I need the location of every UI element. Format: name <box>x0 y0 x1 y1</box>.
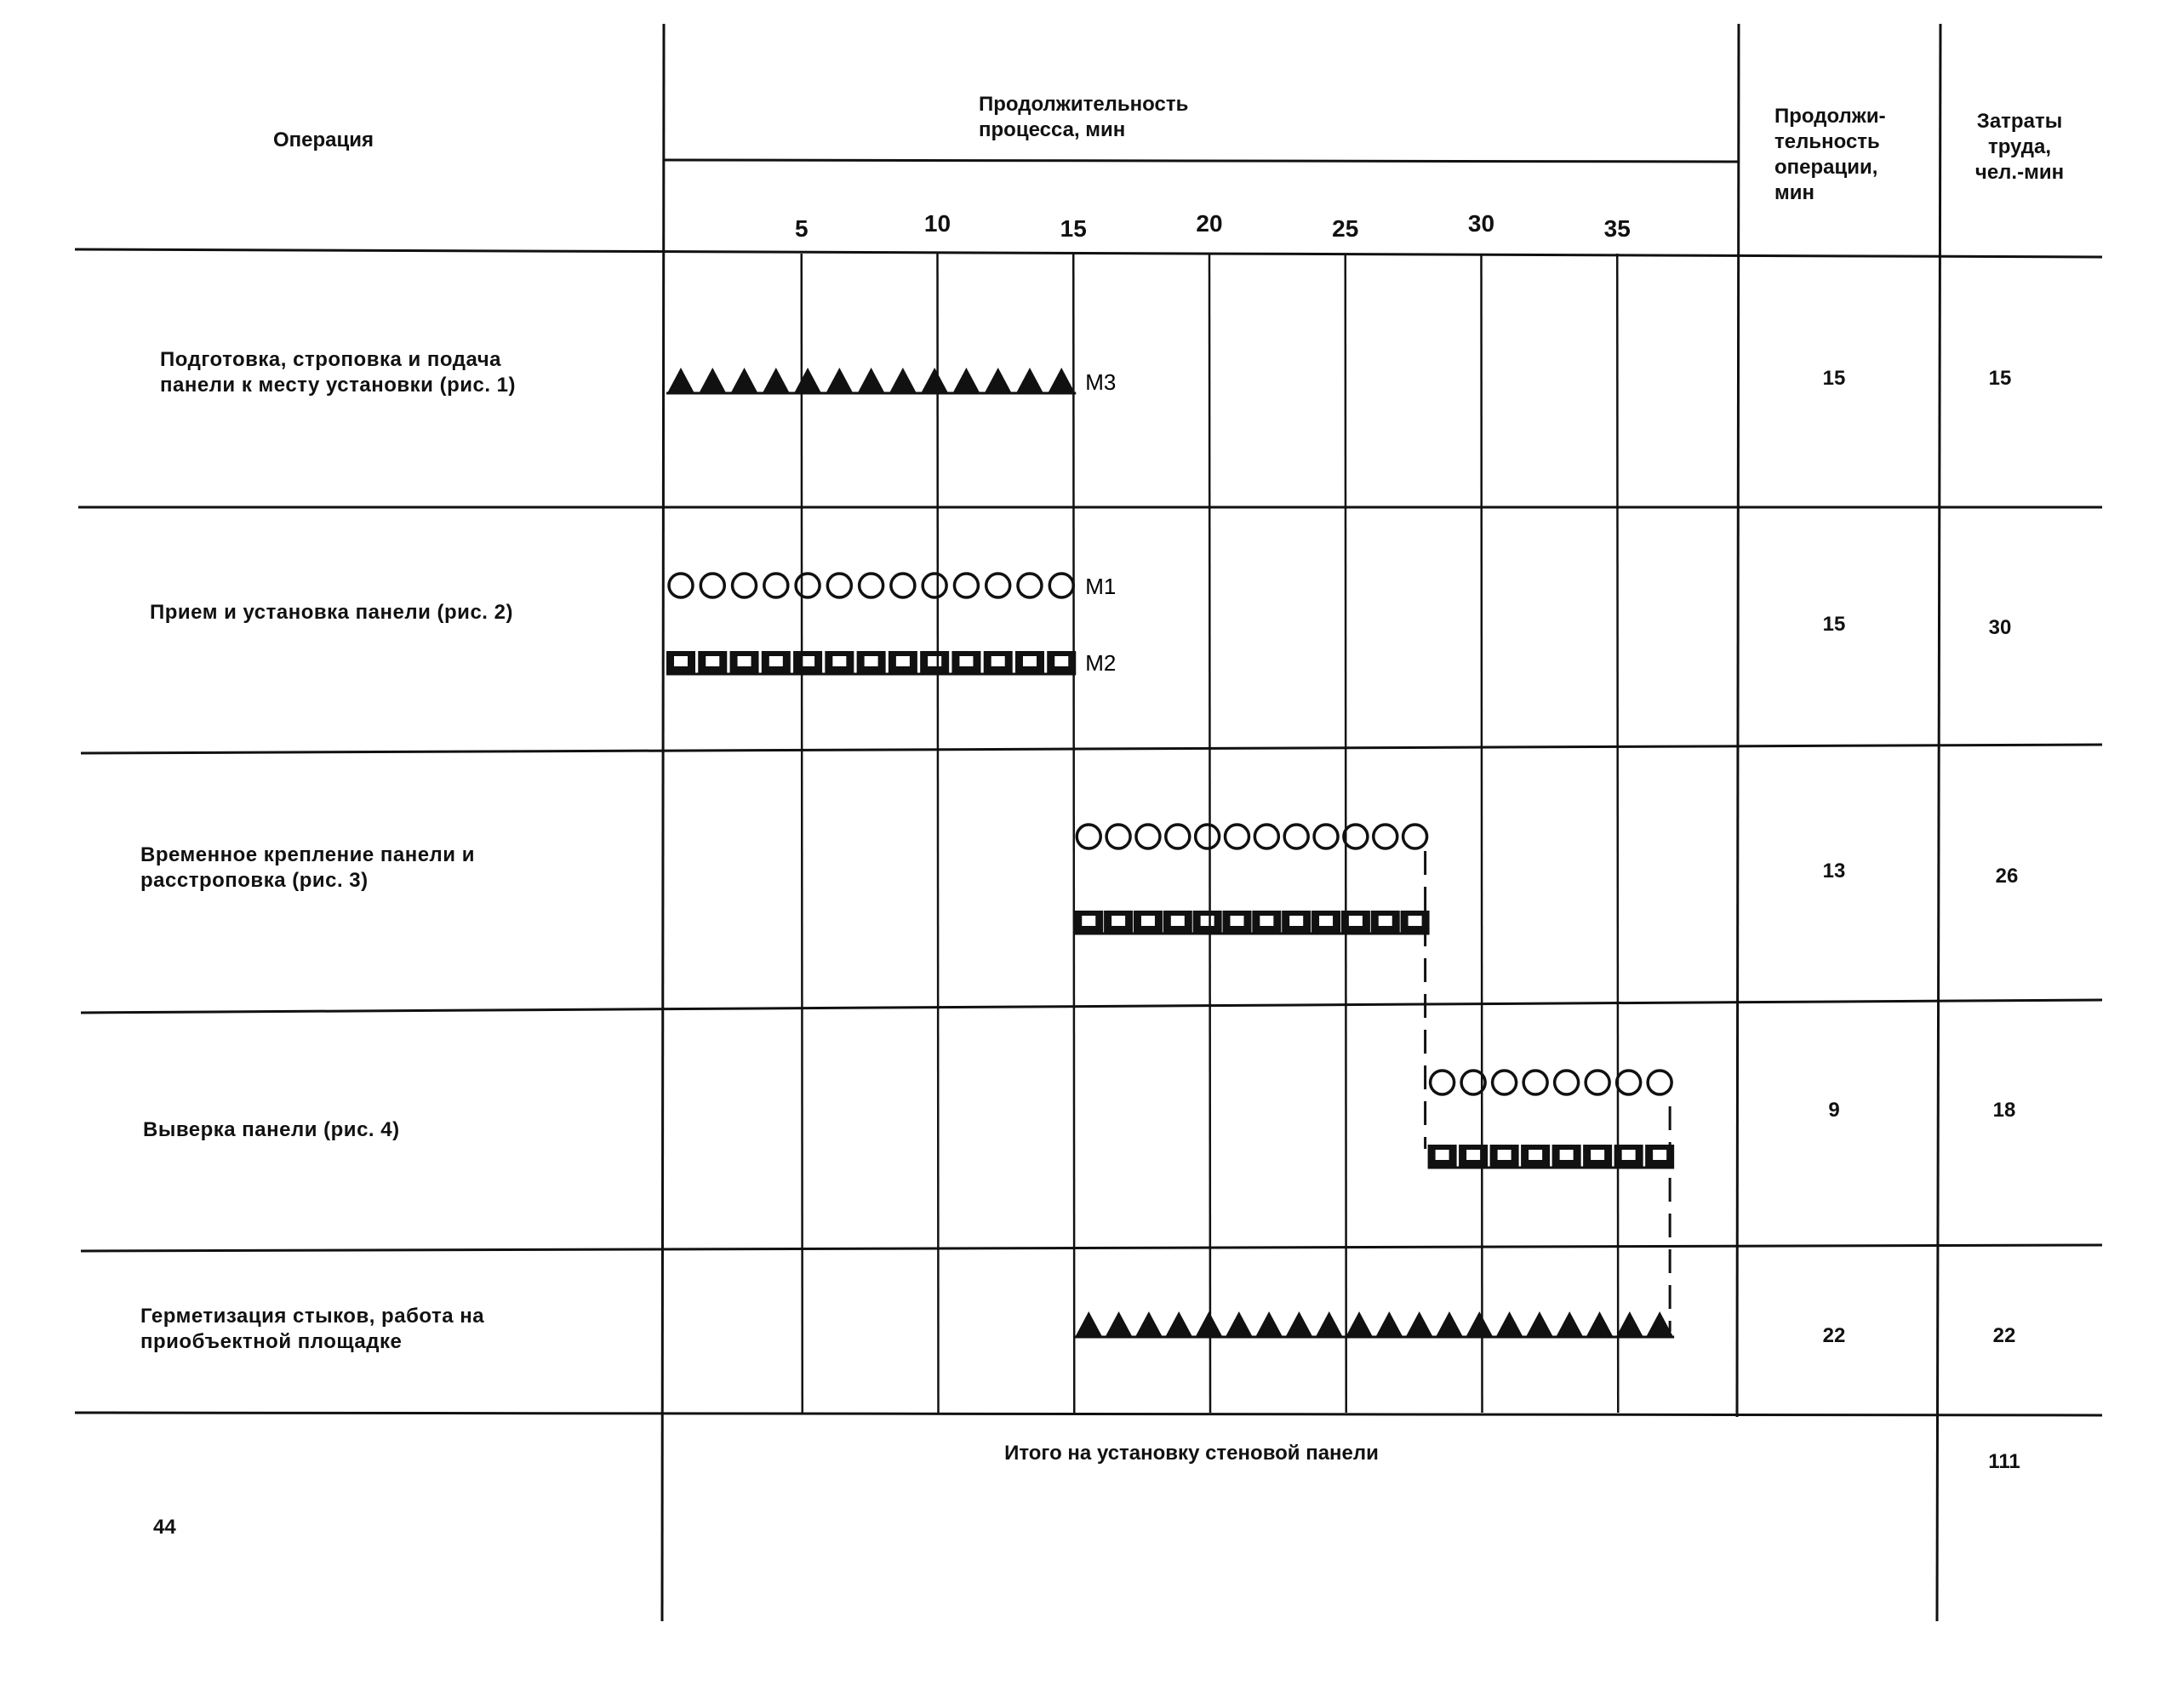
gantt-bar-block <box>666 651 1076 674</box>
header-labor-cost-line-3: чел.-мин <box>1974 161 2065 184</box>
circle-marker <box>1314 825 1338 848</box>
circle-marker <box>1523 1071 1547 1094</box>
triangle-marker <box>1075 1311 1102 1337</box>
triangle-marker <box>952 368 980 393</box>
circle-marker <box>1284 825 1308 848</box>
triangle-marker <box>1406 1311 1433 1337</box>
circle-marker <box>1344 825 1368 848</box>
header-operation: Операция <box>272 129 374 151</box>
circle-marker <box>1106 825 1130 848</box>
block-marker <box>1371 911 1400 933</box>
triangle-marker <box>1135 1311 1163 1337</box>
worker-label: М3 <box>1085 369 1117 395</box>
gantt-bar-circle <box>1431 1071 1672 1094</box>
block-marker <box>1074 911 1103 933</box>
header-process-duration-line-2: процесса, мин <box>979 118 1126 141</box>
block-marker <box>1193 911 1222 933</box>
tick-label: 25 <box>1332 215 1359 242</box>
block-marker <box>825 651 854 673</box>
time-gridline <box>938 254 939 1413</box>
block-marker <box>889 651 917 673</box>
circle-marker <box>1254 825 1278 848</box>
circle-marker <box>1049 574 1073 597</box>
header-process-duration-line-1: Продолжительность <box>979 93 1189 116</box>
circle-marker <box>986 574 1010 597</box>
triangle-marker <box>1285 1311 1312 1337</box>
header-operation-duration-line-1: Продолжи- <box>1774 105 1886 128</box>
row-line-3 <box>81 1000 2102 1013</box>
circle-marker <box>954 574 978 597</box>
tick-label: 35 <box>1603 215 1631 242</box>
gantt-bar-triangle <box>666 368 1076 393</box>
triangle-marker <box>1556 1311 1583 1337</box>
triangle-marker <box>667 368 694 393</box>
triangle-marker <box>731 368 758 393</box>
circle-marker <box>1648 1071 1671 1094</box>
time-gridline <box>1209 254 1210 1413</box>
block-marker <box>1459 1145 1488 1167</box>
time-gridline <box>1073 254 1074 1413</box>
header-subdivider <box>664 160 1739 162</box>
page-number: 44 <box>153 1516 176 1539</box>
operation-name-row-5 <box>140 1304 484 1355</box>
triangle-marker <box>889 368 917 393</box>
duration-value-row-1: 15 <box>1822 367 1846 390</box>
duration-value-row-4: 9 <box>1828 1099 1840 1122</box>
triangle-marker <box>794 368 821 393</box>
col-divider-labor <box>1937 24 1940 1621</box>
circle-marker <box>1555 1071 1579 1094</box>
triangle-marker <box>1436 1311 1463 1337</box>
labor-value-row-1: 15 <box>1988 367 2012 390</box>
triangle-marker <box>763 368 790 393</box>
header-labor-cost <box>1939 109 2100 186</box>
triangle-marker <box>699 368 726 393</box>
block-marker <box>1583 1145 1612 1167</box>
block-marker <box>1428 1145 1457 1167</box>
worker-label: М2 <box>1085 650 1117 676</box>
labor-value-row-5: 22 <box>1992 1324 2016 1347</box>
operation-name-row-1 <box>160 347 516 398</box>
triangle-marker <box>1375 1311 1403 1337</box>
time-gridline <box>802 254 803 1413</box>
triangle-marker <box>921 368 948 393</box>
operation-line: Герметизация стыков, работа на <box>140 1305 485 1328</box>
block-marker <box>1614 1145 1643 1167</box>
labor-value-row-3: 26 <box>1995 865 2019 888</box>
labor-value-row-2: 30 <box>1988 616 2012 639</box>
circle-marker <box>1196 825 1220 848</box>
block-marker <box>951 651 980 673</box>
circle-marker <box>1077 825 1100 848</box>
block-marker <box>1134 911 1163 933</box>
triangle-marker <box>985 368 1012 393</box>
header-operation-duration <box>1774 104 1886 206</box>
operation-line: Подготовка, строповка и подача <box>160 348 502 371</box>
worker-label: М1 <box>1085 574 1117 599</box>
block-marker <box>1252 911 1281 933</box>
block-marker <box>1490 1145 1519 1167</box>
operation-name-row-2 <box>150 600 513 626</box>
tick-label: 10 <box>923 210 951 237</box>
header-operation-duration-line-3: операции, <box>1774 156 1878 179</box>
triangle-marker <box>1106 1311 1133 1337</box>
operation-name-row-3 <box>140 843 475 894</box>
circle-marker <box>1226 825 1249 848</box>
triangle-marker <box>1195 1311 1222 1337</box>
circle-marker <box>1018 574 1042 597</box>
tick-label: 30 <box>1467 210 1495 237</box>
operation-line: Прием и установка панели (рис. 2) <box>150 601 513 624</box>
block-marker <box>1163 911 1192 933</box>
block-marker <box>793 651 822 673</box>
operation-name-row-4 <box>143 1117 400 1143</box>
header-labor-cost-line-2: труда, <box>1987 135 2052 158</box>
circle-marker <box>1617 1071 1641 1094</box>
tick-label: 15 <box>1060 215 1087 242</box>
circle-marker <box>796 574 820 597</box>
header-process-duration <box>979 92 1188 143</box>
triangle-marker <box>1466 1311 1493 1337</box>
tick-label: 20 <box>1196 210 1223 237</box>
block-marker <box>1341 911 1370 933</box>
operation-line: приобъектной площадке <box>140 1330 403 1353</box>
triangle-marker <box>1526 1311 1553 1337</box>
gantt-bar-circle <box>669 574 1073 597</box>
row-line-5 <box>75 1413 2102 1415</box>
block-marker <box>666 651 695 673</box>
duration-value-row-5: 22 <box>1822 1324 1846 1347</box>
header-bottom-line <box>75 249 2102 257</box>
header-operation-duration-line-4: мин <box>1774 181 1815 204</box>
circle-marker <box>827 574 851 597</box>
labor-value-row-4: 18 <box>1992 1099 2016 1122</box>
block-marker <box>1104 911 1133 933</box>
tick-label: 5 <box>794 215 809 242</box>
gantt-bar-circle <box>1077 825 1426 848</box>
circle-marker <box>1586 1071 1609 1094</box>
block-marker <box>1552 1145 1581 1167</box>
triangle-marker <box>1496 1311 1523 1337</box>
triangle-marker <box>1226 1311 1253 1337</box>
time-gridline <box>1482 254 1483 1413</box>
block-marker <box>1521 1145 1550 1167</box>
circle-marker <box>733 574 757 597</box>
total-labor-value: 111 <box>1988 1450 2020 1473</box>
operation-line: Выверка панели (рис. 4) <box>143 1118 400 1141</box>
circle-marker <box>764 574 788 597</box>
triangle-marker <box>1316 1311 1343 1337</box>
col-divider-operation <box>662 24 664 1621</box>
circle-marker <box>1431 1071 1454 1094</box>
duration-value-row-3: 13 <box>1822 860 1846 883</box>
total-label: Итого на установку стеновой панели <box>1004 1442 1379 1465</box>
operation-line: Временное крепление панели и <box>140 843 475 866</box>
block-marker <box>1282 911 1311 933</box>
triangle-marker <box>1165 1311 1192 1337</box>
block-marker <box>1015 651 1044 673</box>
block-marker <box>984 651 1013 673</box>
triangle-marker <box>1616 1311 1643 1337</box>
circle-marker <box>1136 825 1160 848</box>
gantt-bar-block <box>1074 911 1429 934</box>
operation-line: расстроповка (рис. 3) <box>140 869 369 892</box>
gantt-bar-block <box>1428 1145 1675 1168</box>
header-operation-duration-line-2: тельность <box>1774 130 1880 153</box>
block-marker <box>857 651 886 673</box>
circle-marker <box>1493 1071 1517 1094</box>
header-labor-cost-line-1: Затраты <box>1976 110 2063 133</box>
row-line-4 <box>81 1245 2102 1251</box>
circle-marker <box>1166 825 1190 848</box>
gantt-bar-triangle <box>1074 1311 1674 1337</box>
triangle-marker <box>826 368 853 393</box>
block-marker <box>1311 911 1340 933</box>
circle-marker <box>1374 825 1397 848</box>
block-marker <box>698 651 727 673</box>
triangle-marker <box>1048 368 1075 393</box>
duration-value-row-2: 15 <box>1822 613 1846 636</box>
triangle-marker <box>1586 1311 1614 1337</box>
triangle-marker <box>1346 1311 1373 1337</box>
circle-marker <box>700 574 724 597</box>
col-divider-duration <box>1737 24 1739 1417</box>
triangle-marker <box>858 368 885 393</box>
block-marker <box>1223 911 1252 933</box>
block-marker <box>730 651 759 673</box>
circle-marker <box>923 574 946 597</box>
circle-marker <box>860 574 883 597</box>
triangle-marker <box>1255 1311 1283 1337</box>
circle-marker <box>669 574 693 597</box>
circle-marker <box>891 574 915 597</box>
time-gridline <box>1617 254 1618 1413</box>
block-marker <box>920 651 949 673</box>
block-marker <box>762 651 791 673</box>
operation-line: панели к месту установки (рис. 1) <box>160 374 517 397</box>
triangle-marker <box>1016 368 1043 393</box>
circle-marker <box>1403 825 1427 848</box>
row-line-2 <box>81 745 2102 753</box>
block-marker <box>1047 651 1076 673</box>
